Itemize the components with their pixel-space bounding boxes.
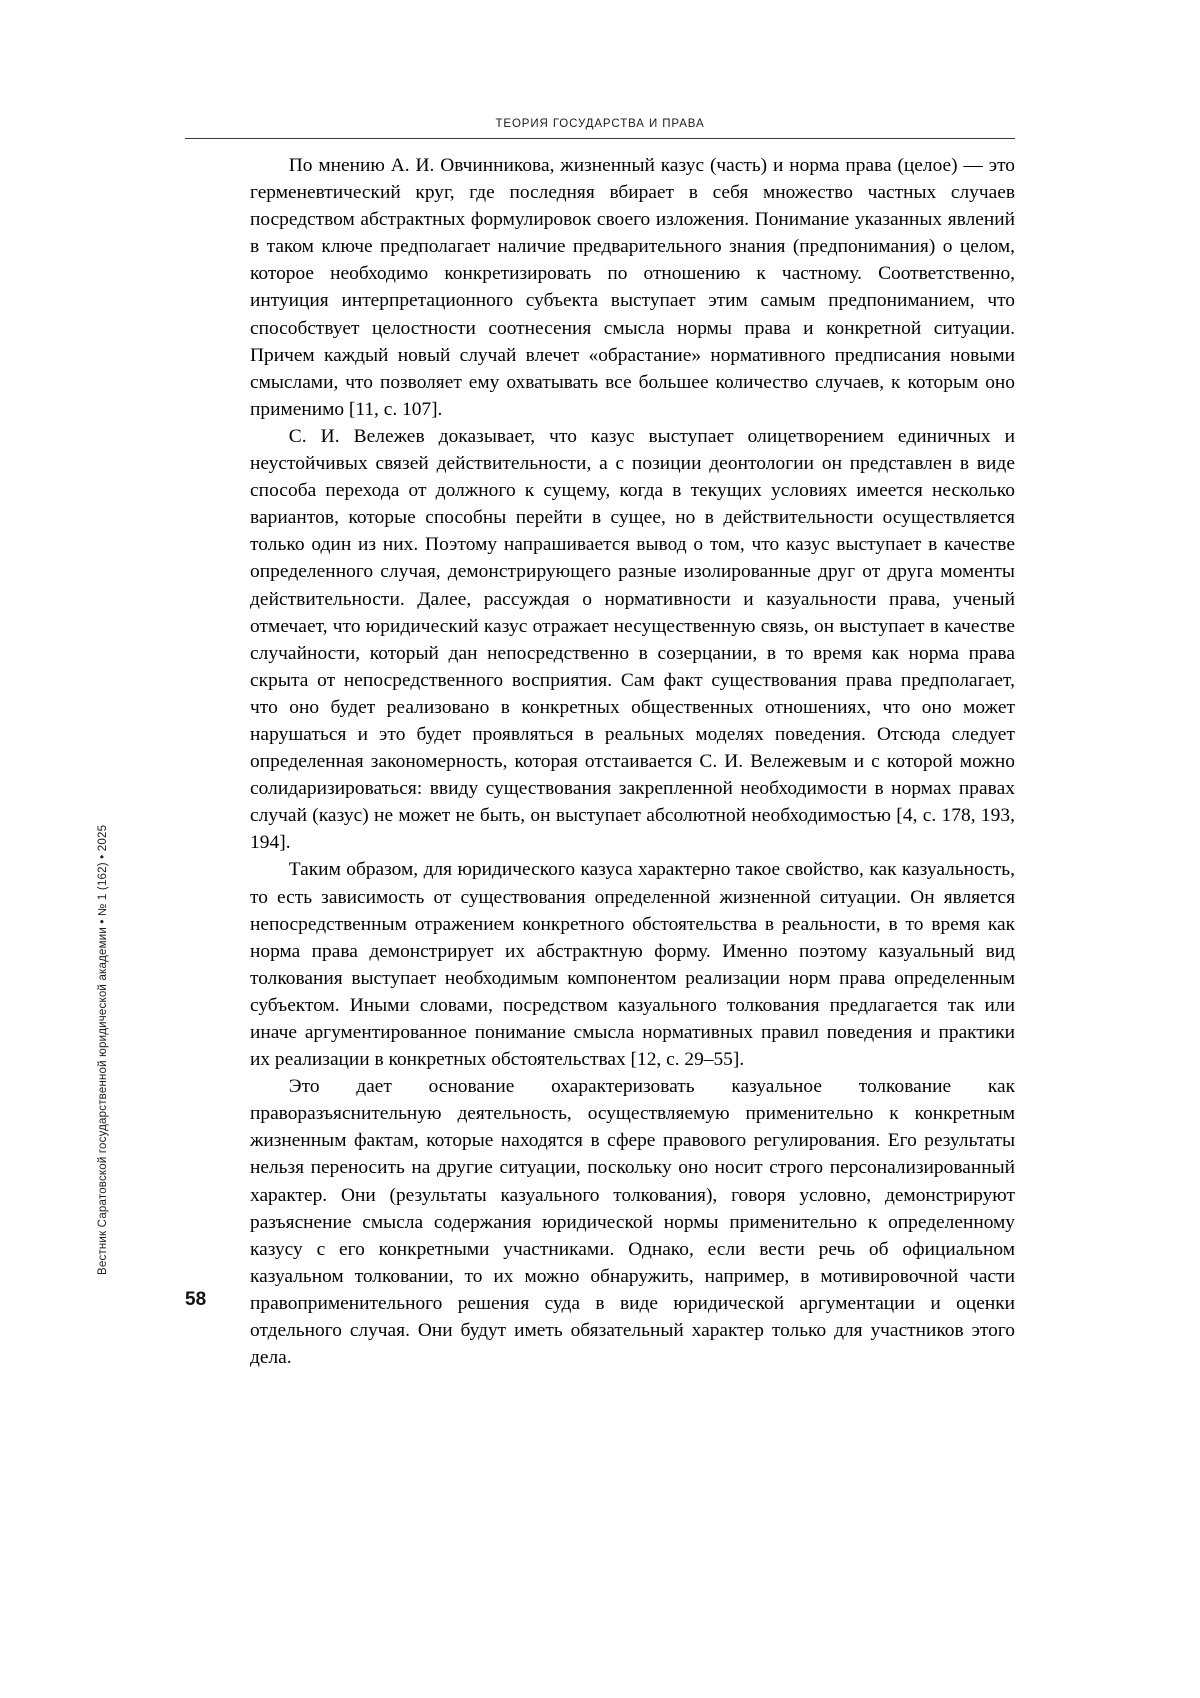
page-number: 58 bbox=[185, 1289, 207, 1310]
paragraph: Таким образом, для юридического казуса характерно такое свойство, как казуальность, то есть зависимость от существования определенной жизненной ситуации. Он является непосредственным отражением конкретного обстоятельства в реальности, в то время как норма права демонстрирует их абстрактную форму. Именно поэтому казуальный вид толкования выступает необходимым компонентом реализации норм права определенным субъектом. Иными словами, посредством казуального толкования предлагается так или иначе аргументированное понимание смысла нормативных правил поведения и практики их реализации в конкретных обстоятельствах [12, с. 29–55]. bbox=[250, 859, 1015, 1071]
paragraph: По мнению А. И. Овчинникова, жизненный казус (часть) и норма права (целое) — это герменевтический круг, где последняя вбирает в себя множество частных случаев посредством абстрактных формулировок своего изложения. Понимание указанных явлений в таком ключе предполагает наличие предварительного знания (предпонимания) о целом, которое необходимо конкретизировать по отношению к частному. Соответственно, интуиция интерпретационного субъекта выступает этим самым предпониманием, что способствует целостности соотнесения смысла нормы права и конкретной ситуации. Причем каждый новый случай влечет «обрастание» нормативного предписания новыми смыслами, что позволяет ему охватывать все большее количество случаев, к которым оно применимо [11, с. 107]. bbox=[250, 155, 1015, 420]
paragraph: С. И. Вележев доказывает, что казус выступает олицетворением единичных и неустойчивых связей действительности, а с позиции деонтологии он представлен в виде способа перехода от должного к сущему, когда в текущих условиях имеется несколько вариантов, которые способны перейти в сущее, но в действительности осуществляется только один из них. Поэтому напрашивается вывод о том, что казус выступает в качестве определенного случая, демонстрирующего разные изолированные друг от друга моменты действительности. Далее, рассуждая о нормативности и казуальности права, ученый отмечает, что юридический казус отражает несущественную связь, он выступает в качестве случайности, который дан непосредственно в созерцании, в то время как норма права скрыта от непосредственного восприятия. Сам факт существования права предполагает, что оно будет реализовано в конкретных общественных отношениях, что оно может нарушаться и это будет проявляться в реальных моделях поведения. Отсюда следует определенная закономерность, которая отстаивается С. И. Вележевым и с которой можно солидаризироваться: ввиду существования закрепленной необходимости в нормах правах случай (казус) не может не быть, он выступает абсолютной необходимостью [4, с. 178, 193, 194]. bbox=[250, 425, 1015, 854]
paragraph: Это дает основание охарактеризовать казуальное толкование как праворазъяснительную деятельность, осуществляемую применительно к конкретным жизненным фактам, которые находятся в сфере правового регулирования. Его результаты нельзя переносить на другие ситуации, поскольку оно носит строго персонализированный характер. Они (результаты казуального толкования), говоря условно, демонстрируют разъяснение смысла содержания юридической нормы применительно к определенному казусу с его конкретными участниками. Однако, если вести речь об официальном казуальном толковании, то их можно обнаружить, например, в мотивировочной части правоприменительного решения суда в виде юридической аргументации и оценки отдельного случая. Они будут иметь обязательный характер только для участников этого дела. bbox=[250, 1076, 1015, 1369]
journal-issue-sidenote: Вестник Саратовской государственной юридической академии • № 1 (162) • 2025 bbox=[97, 824, 109, 1275]
body-text-column bbox=[250, 152, 1015, 1371]
running-head: ТЕОРИЯ ГОСУДАРСТВА И ПРАВА bbox=[495, 118, 705, 130]
header-divider-rule bbox=[185, 138, 1015, 139]
